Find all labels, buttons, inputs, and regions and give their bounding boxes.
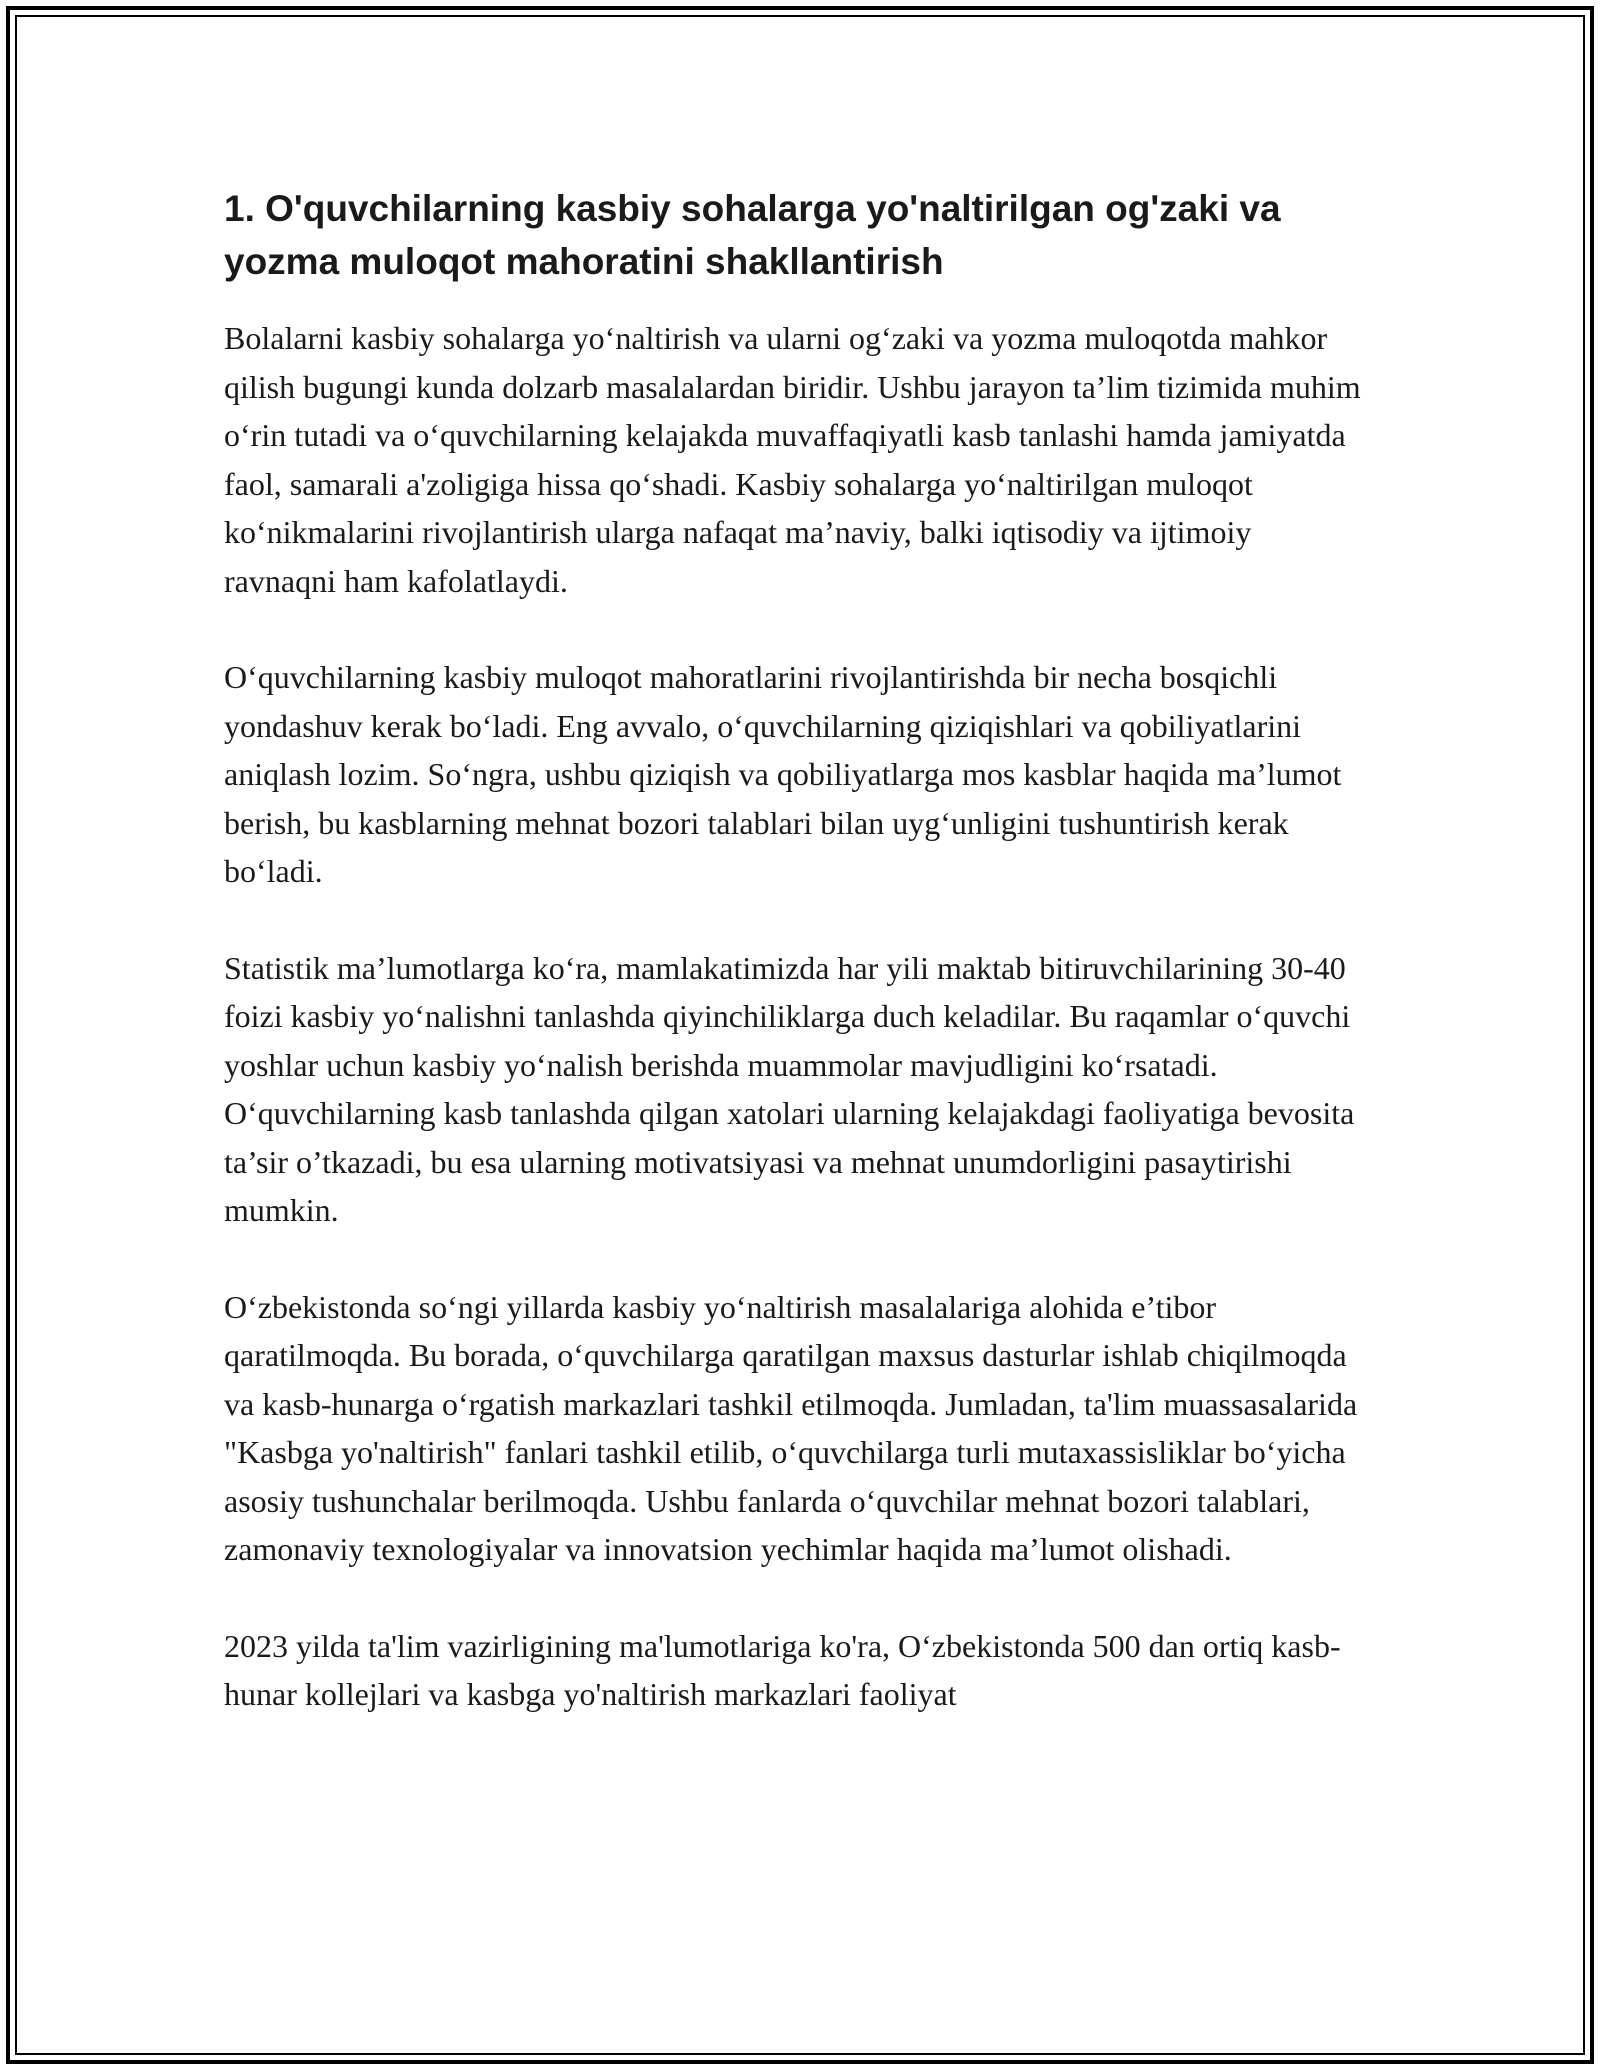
paragraph-statistics: Statistik ma’lumotlarga ko‘ra, mamlakatimizda har yili maktab bitiruvchilarining 30-40 foizi kasbiy yo‘nalishni tanlashda qiyinchiliklarga duch keladilar. Bu raqamlar o‘quvchi yoshlar uchun kasbiy yo‘nalish berishda muammolar mavjudligini ko‘rsatadi. O‘quvchilarning kasb tanlashda qilgan xatolari ularning kelajakdagi faoliyatiga bevosita ta’sir o’tkazadi, bu esa ularning motivatsiyasi va mehnat unumdorligini pasaytirishi mumkin. xyxy=(224,949,1355,1228)
paragraph-2023: 2023 yilda ta'lim vazirligining ma'lumotlariga ko'ra, O‘zbekistonda 500 dan ortiq kasb-hunar kollejlari va kasbga yo'naltirish markazlari faoliyat xyxy=(224,1627,1341,1712)
paragraph-uzbekistan: O‘zbekistonda so‘ngi yillarda kasbiy yo‘naltirish masalalariga alohida e’tibor qaratilmoqda. Bu borada, o‘quvchilarga qaratilgan maxsus dasturlar ishlab chiqilmoqda va kasb-hunarga o‘rgatish markazlari tashkil etilmoqda. Jumladan, ta'lim muassasalarida "Kasbga yo'naltirish" fanlari tashkil etilib, o‘quvchilarga turli mutaxassisliklar bo‘yicha asosiy tushunchalar berilmoqda. Ushbu fanlarda o‘quvchilar mehnat bozori talablari, zamonaviy texnologiyalar va innovatsion yechimlar haqida ma’lumot olishadi. xyxy=(224,1288,1358,1567)
document-body xyxy=(224,182,1364,1767)
paragraph-intro: Bolalarni kasbiy sohalarga yo‘naltirish va ularni og‘zaki va yozma muloqotda mahkor qilish bugungi kunda dolzarb masalalardan biridir. Ushbu jarayon ta’lim tizimida muhim o‘rin tutadi va o‘quvchilarning kelajakda muvaffaqiyatli kasb tanlashi hamda jamiyatda faol, samarali a'zoligiga hissa qo‘shadi. Kasbiy sohalarga yo‘naltirilgan muloqot ko‘nikmalarini rivojlantirish ularga nafaqat ma’naviy, balki iqtisodiy va ijtimoiy ravnaqni ham kafolatlaydi. xyxy=(224,320,1361,599)
section-heading: 1. O'quvchilarning kasbiy sohalarga yo'naltirilgan og'zaki va yozma muloqot mahoratini shakllantirish xyxy=(224,188,1281,282)
paragraph-approach: O‘quvchilarning kasbiy muloqot mahoratlarini rivojlantirishda bir necha bosqichli yondashuv kerak bo‘ladi. Eng avvalo, o‘quvchilarning qiziqishlari va qobiliyatlarini aniqlash lozim. So‘ngra, ushbu qiziqish va qobiliyatlarga mos kasblar haqida ma’lumot berish, bu kasblarning mehnat bozori talablari bilan uyg‘unligini tushuntirish kerak bo‘ladi. xyxy=(224,659,1342,889)
